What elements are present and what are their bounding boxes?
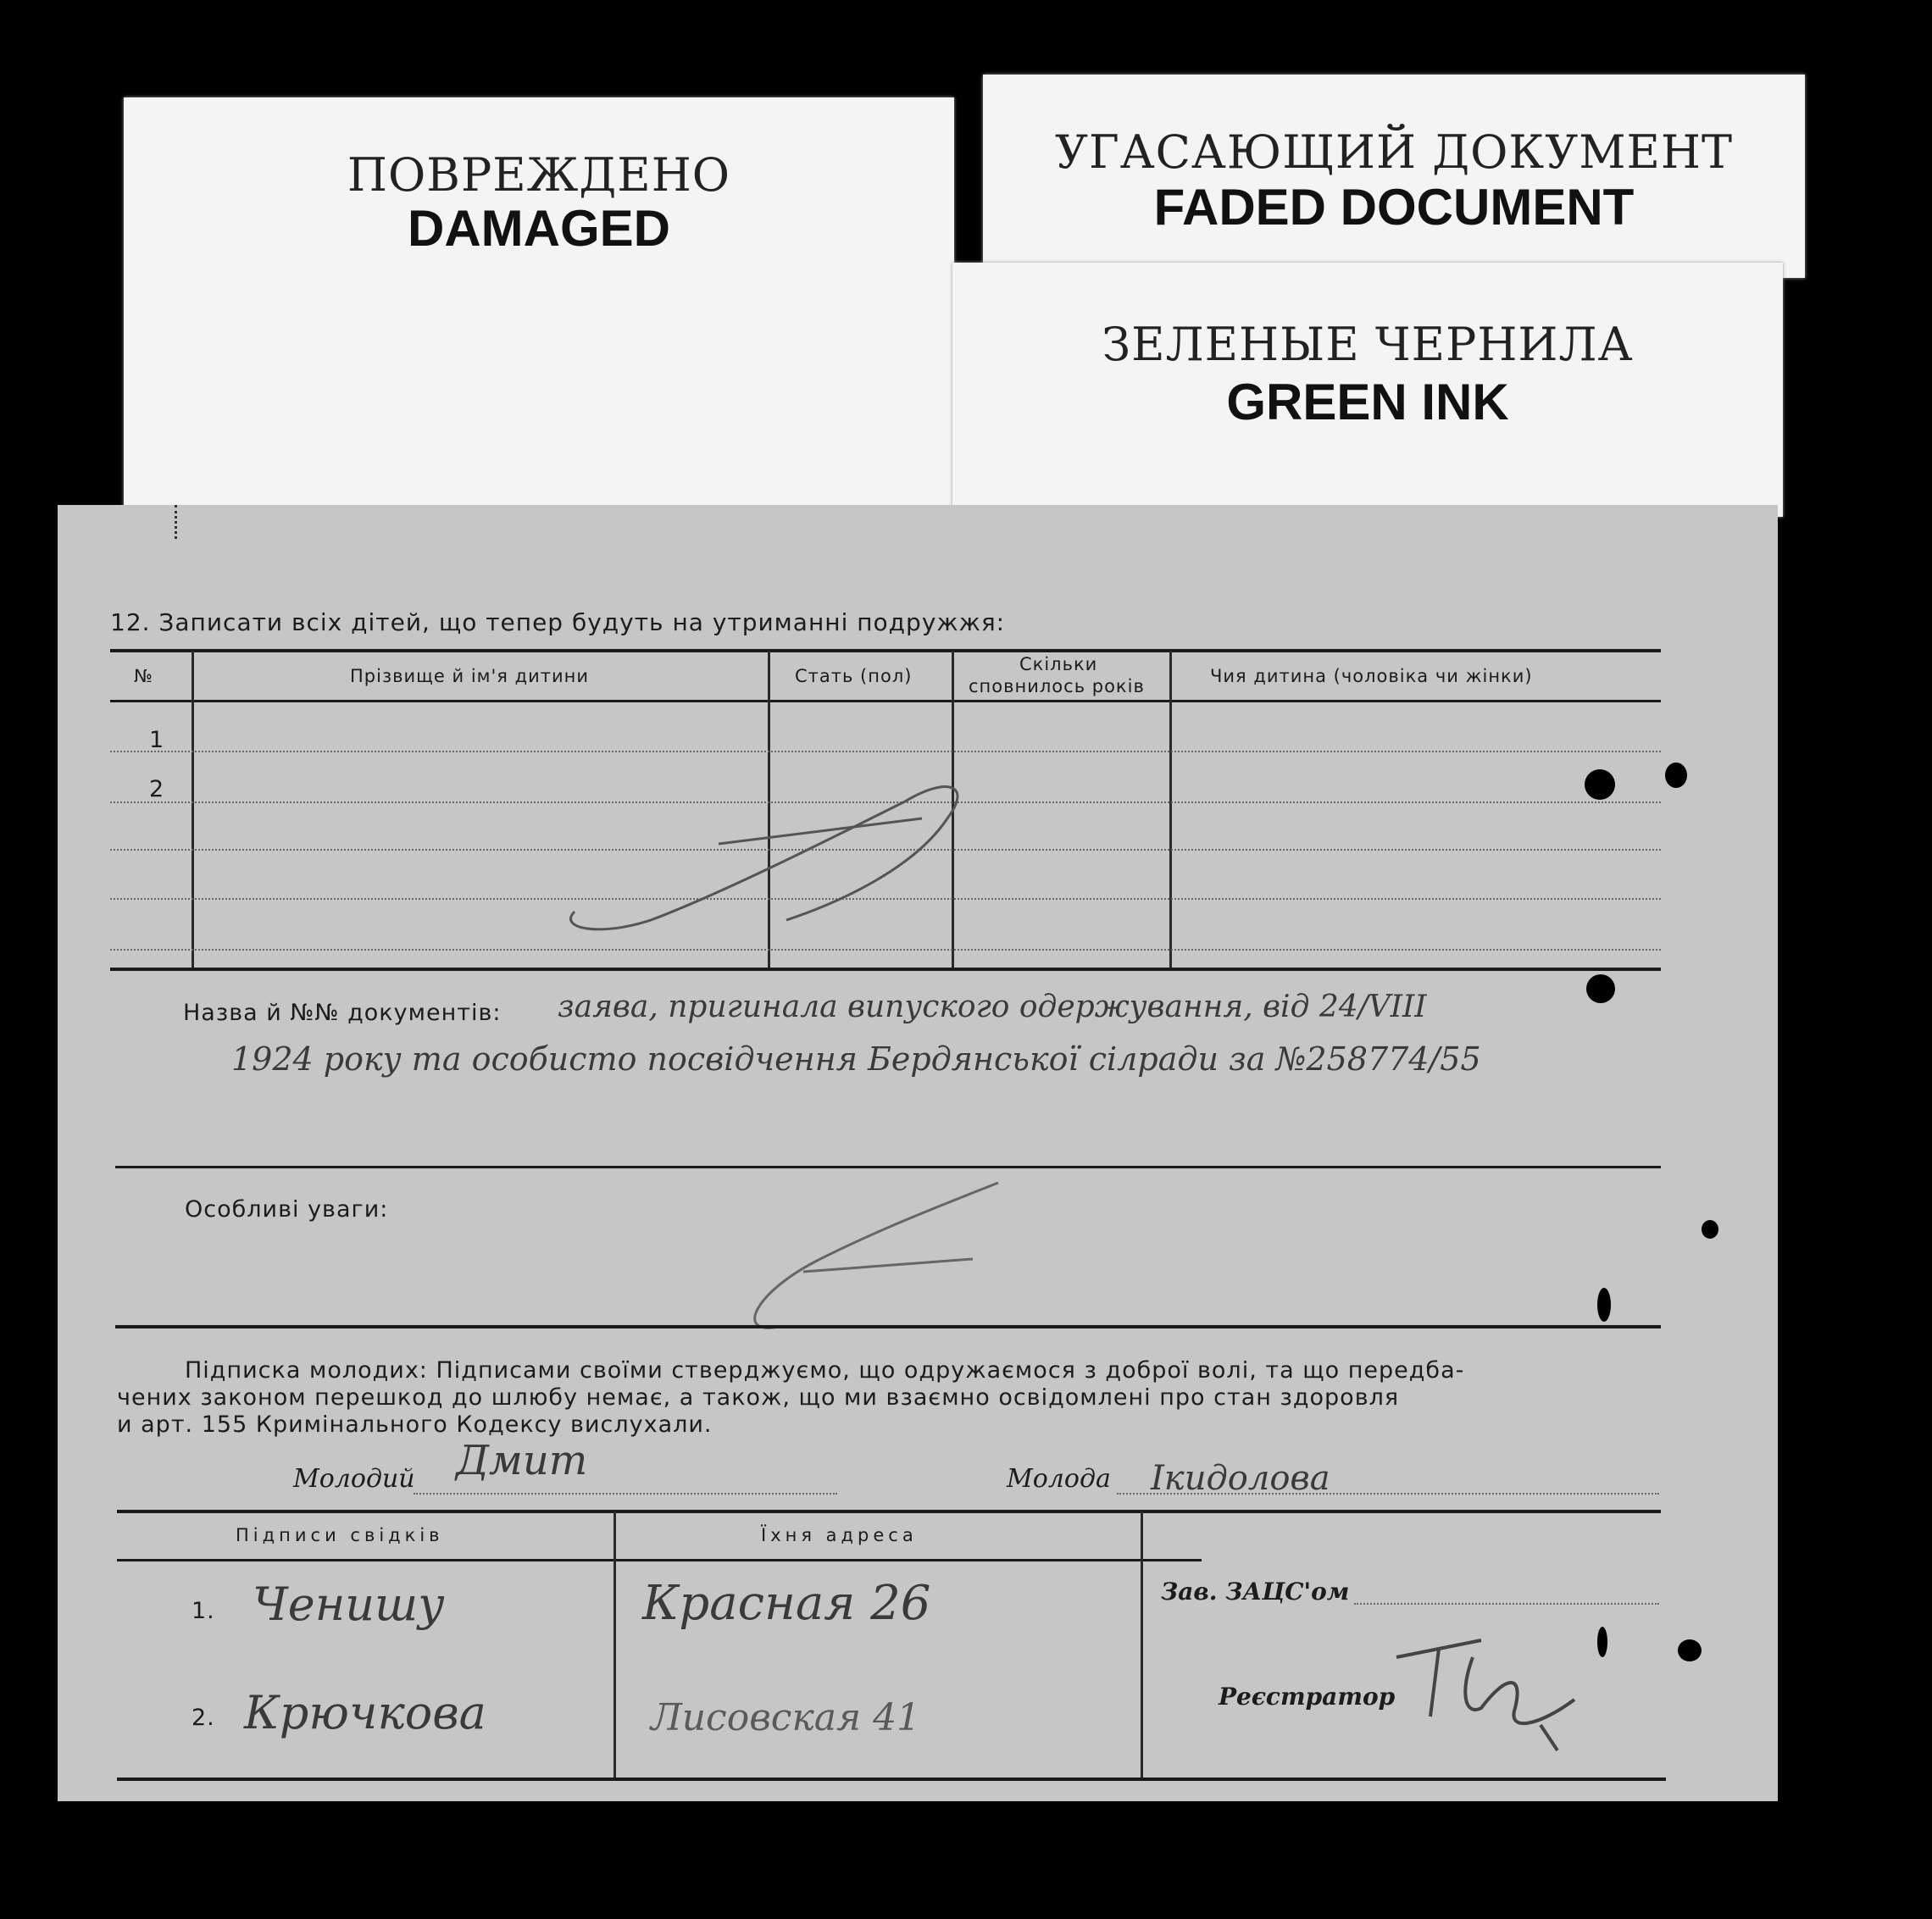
witness-col-sep-2 bbox=[1141, 1511, 1143, 1778]
witness-table-bottom-rule bbox=[117, 1778, 1666, 1781]
damage-mark-3 bbox=[1597, 1288, 1611, 1322]
witness-row-num-2: 2. bbox=[192, 1705, 215, 1731]
damaged-label-ru: ПОВРЕЖДЕНО bbox=[347, 148, 731, 202]
declaration-line-1: Підписка молодих: Підписами своїми стверджуємо, що одружаємося з доброї волі, та що передба- bbox=[185, 1357, 1465, 1384]
remarks-rule bbox=[115, 1325, 1661, 1328]
table-row-num-1: 1 bbox=[149, 727, 165, 753]
registrar-label: Реєстратор bbox=[1219, 1683, 1396, 1711]
punch-hole-2 bbox=[1586, 974, 1615, 1003]
col-header-age-line1: Скільки bbox=[1019, 654, 1098, 674]
groom-signature-line bbox=[414, 1493, 837, 1495]
punch-hole-1 bbox=[1585, 769, 1615, 800]
marriage-record-form bbox=[58, 505, 1778, 1801]
bride-signature: Ікидолова bbox=[1151, 1459, 1330, 1498]
col-header-age-line2: сповнилось років bbox=[969, 676, 1145, 696]
witness-address-1: Красная 26 bbox=[642, 1576, 931, 1631]
witness-header-address: Їхня адреса bbox=[761, 1525, 918, 1545]
table-col-sep-4 bbox=[1169, 651, 1172, 968]
damage-mark-2 bbox=[1702, 1220, 1718, 1239]
remarks-strike-scribble bbox=[719, 1166, 1041, 1352]
declaration-line-3: и арт. 155 Кримінального Кодексу вислухали. bbox=[117, 1412, 713, 1438]
damage-mark-1 bbox=[1665, 763, 1687, 788]
table-bottom-rule bbox=[110, 968, 1661, 971]
damaged-label-en: DAMAGED bbox=[408, 200, 670, 257]
col-header-name: Прізвище й ім'я дитини bbox=[350, 666, 590, 686]
witness-address-2: Лисовская 41 bbox=[651, 1696, 921, 1739]
witness-signature-2: Крючкова bbox=[244, 1686, 486, 1739]
damage-mark-5 bbox=[1597, 1627, 1607, 1657]
col-header-num: № bbox=[134, 666, 153, 686]
table-row-line-5 bbox=[110, 949, 1661, 951]
registrar-signature bbox=[1380, 1623, 1617, 1759]
table-header-rule bbox=[110, 700, 1661, 702]
documents-handwritten-line-1: заява, пригинала випуского одержування, від 24/VIII bbox=[558, 990, 1427, 1024]
table-col-sep-1 bbox=[192, 651, 194, 968]
zags-head-label: Зав. ЗАЦС'ом bbox=[1161, 1578, 1350, 1606]
documents-handwritten-line-2: 1924 року та особисто посвідчення Бердянської сілради за №258774/55 bbox=[231, 1040, 1481, 1078]
zags-head-line bbox=[1354, 1603, 1659, 1605]
damage-mark-4 bbox=[1678, 1639, 1702, 1661]
documents-label: Назва й №№ документів: bbox=[183, 1000, 502, 1026]
witness-table-top-rule bbox=[117, 1510, 1661, 1513]
remarks-label: Особливі уваги: bbox=[185, 1196, 389, 1223]
col-header-whose: Чия дитина (чоловіка чи жінки) bbox=[1210, 666, 1533, 686]
section-12-title: 12. Записати всіх дітей, що тепер будуть на утриманні подружжя: bbox=[110, 608, 1006, 636]
faded-label-ru: УГАСАЮЩИЙ ДОКУМЕНТ bbox=[1054, 125, 1734, 179]
witness-row-num-1: 1. bbox=[192, 1598, 215, 1624]
green-ink-label-ru: ЗЕЛЕНЫЕ ЧЕРНИЛА bbox=[1102, 318, 1634, 371]
groom-label: Молодий bbox=[293, 1464, 415, 1494]
damaged-label-card bbox=[124, 97, 954, 517]
witness-signature-1: Ченишу bbox=[253, 1578, 445, 1631]
green-ink-label-card bbox=[952, 263, 1783, 517]
col-header-sex: Стать (пол) bbox=[795, 666, 913, 686]
witness-col-sep-1 bbox=[613, 1511, 616, 1778]
groom-signature: Дмит bbox=[456, 1437, 588, 1484]
table-top-rule bbox=[110, 649, 1661, 652]
faded-label-en: FADED DOCUMENT bbox=[1153, 179, 1635, 236]
witness-header-signatures: Підписи свідків bbox=[236, 1525, 444, 1545]
witness-header-rule bbox=[117, 1559, 1202, 1561]
staple-mark-left bbox=[175, 505, 182, 539]
table-strike-scribble bbox=[549, 751, 1024, 946]
bride-label: Молода bbox=[1007, 1464, 1111, 1494]
faded-document-label-card bbox=[983, 75, 1805, 278]
table-row-num-2: 2 bbox=[149, 776, 165, 802]
green-ink-label-en: GREEN INK bbox=[1226, 374, 1509, 430]
declaration-line-2: чених законом перешкод до шлюбу немає, а також, що ми взаємно освідомлені про стан здоровля bbox=[117, 1384, 1400, 1411]
